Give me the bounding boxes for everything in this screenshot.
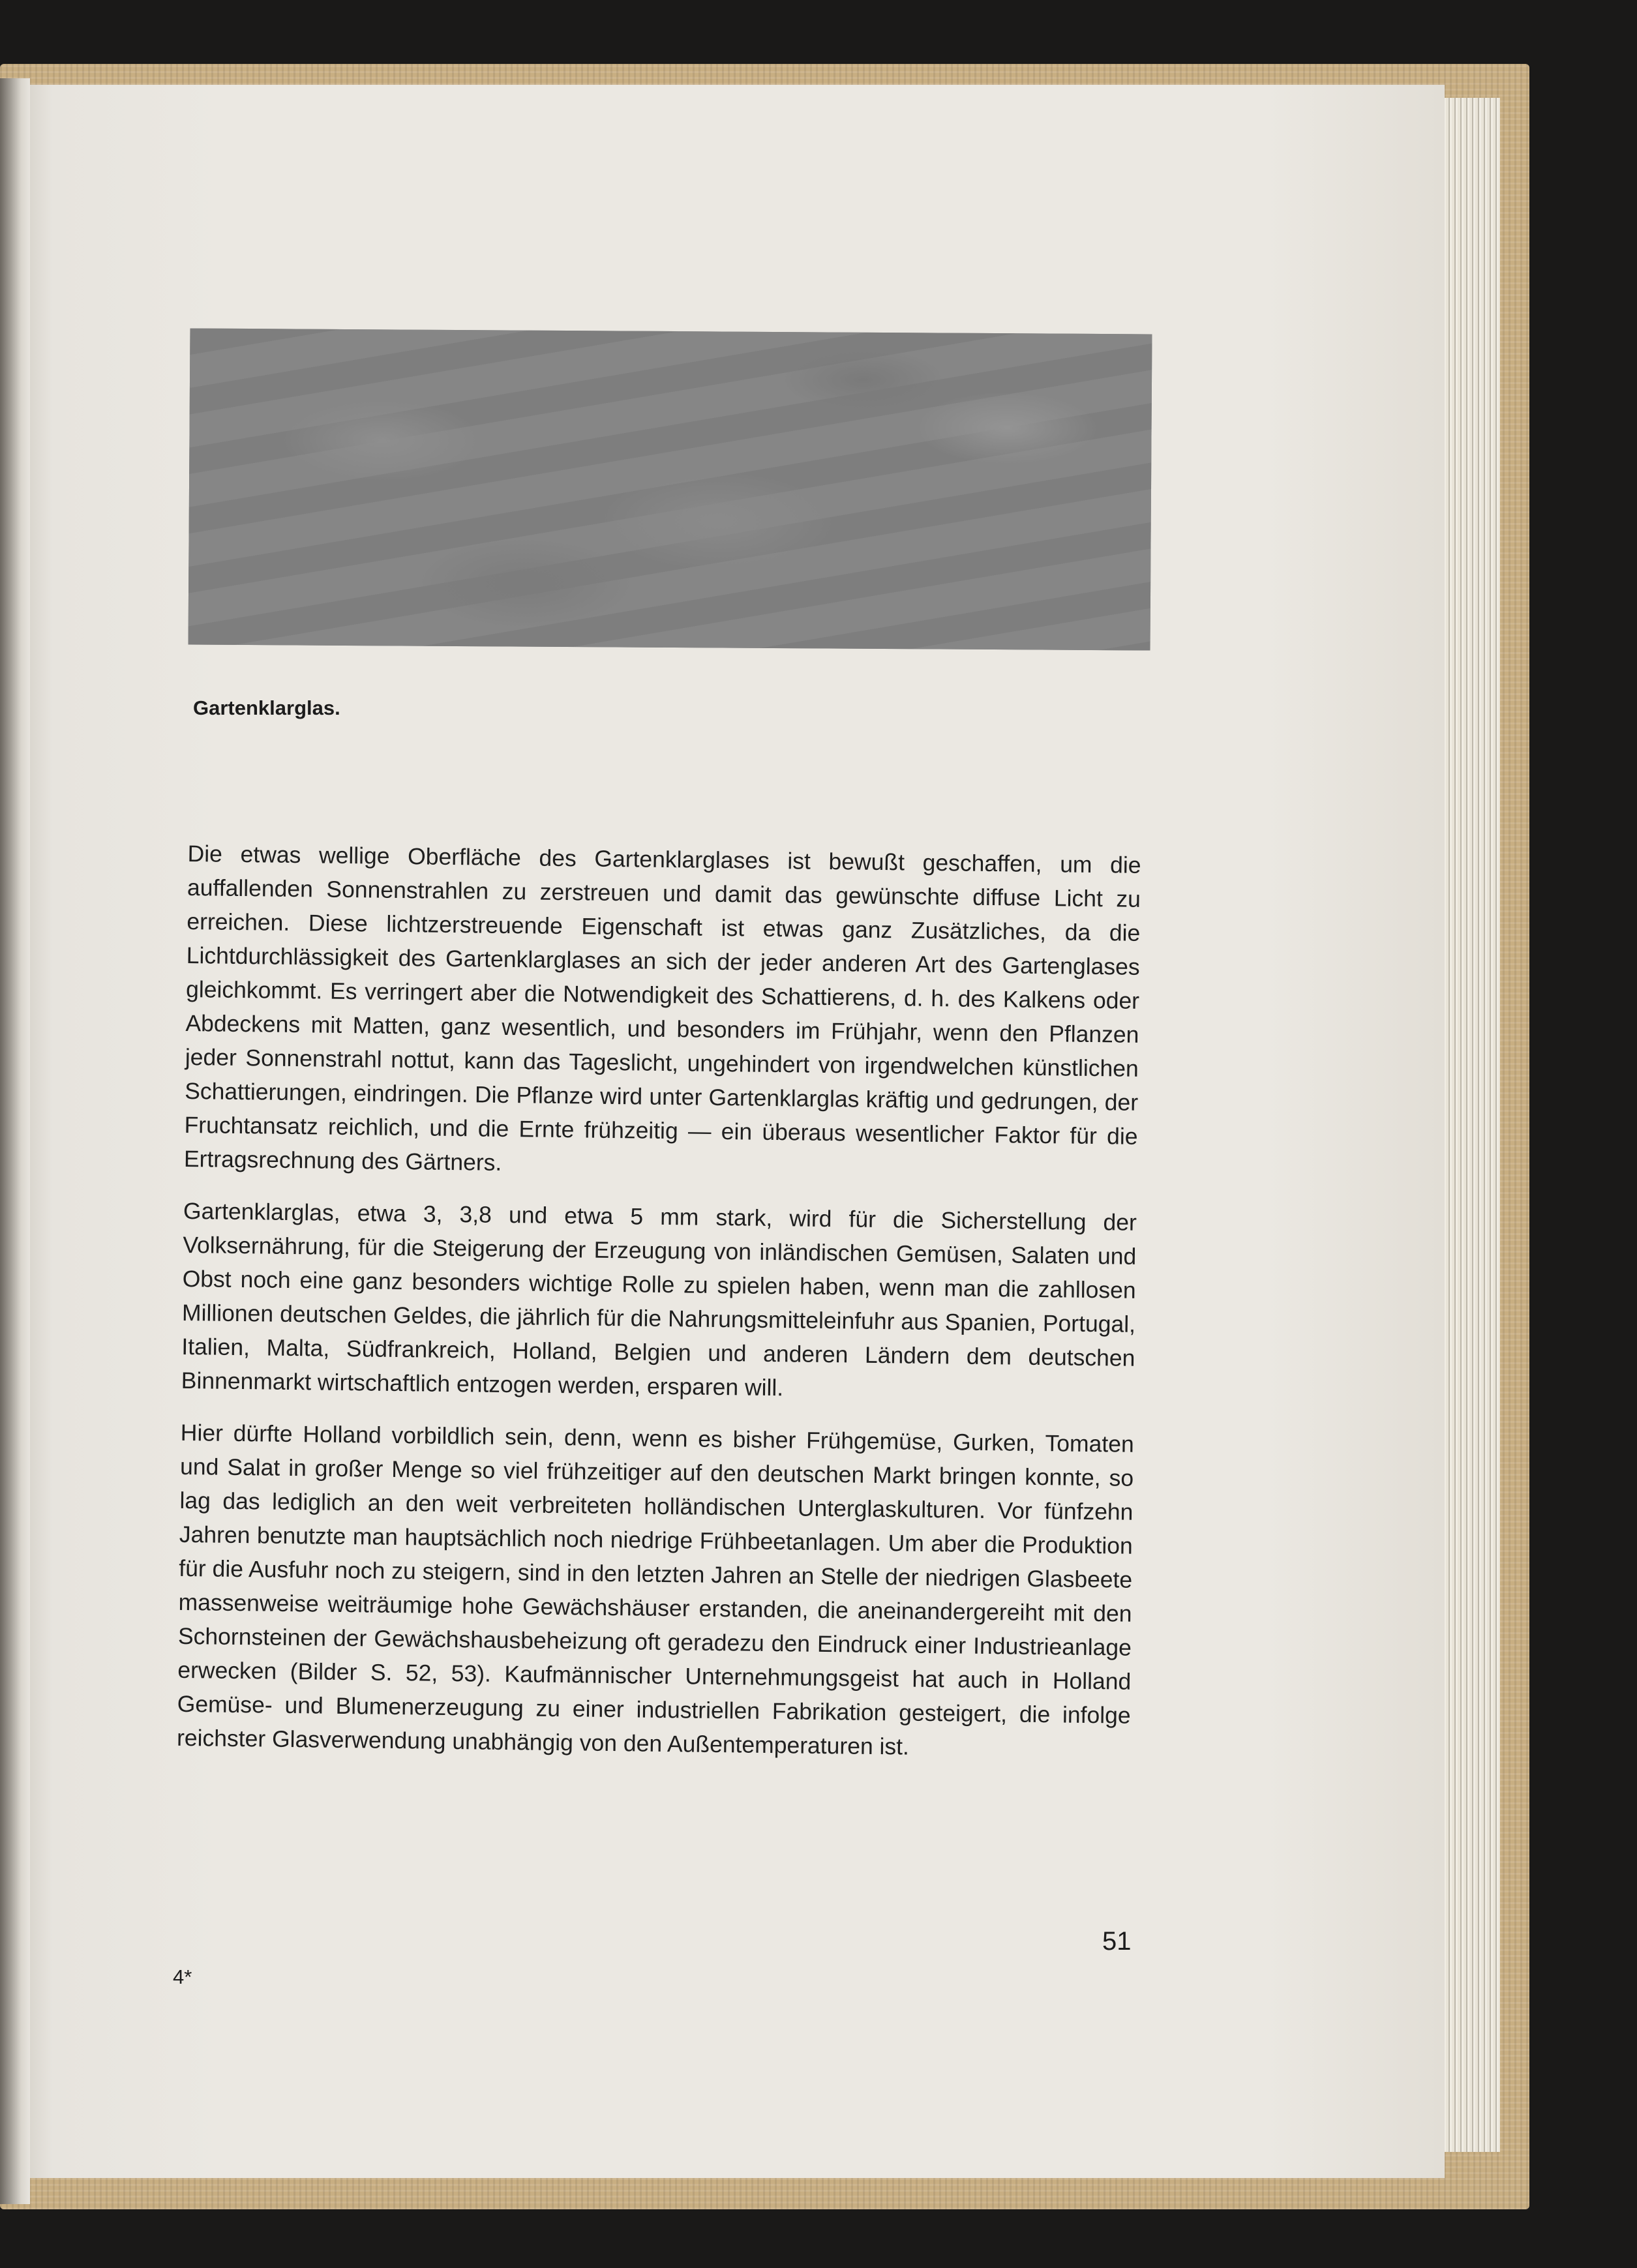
paragraph-3: Hier dürfte Holland vorbildlich sein, denn, wenn es bisher Frühgemüse, Gurken, Tomaten und Salat in großer Menge so viel frühzeitiger auf den deutschen Markt bringen konnte, so lag das lediglich an den weit verbreiteten holländischen Unterglaskulturen. Vor fünfzehn Jahren benutzte man hauptsächlich noch niedrige Frühbeetanlagen. Um aber die Produktion für die Ausfuhr noch zu steigern, sind in den letzten Jahren an Stelle der niedrigen Glasbeete massenweise weiträumige hohe Gewächshäuser erstanden, die aneinandergereiht mit den Schornsteinen der Gewächshausbeheizung oft geradezu den Eindruck einer Industrieanlage erwecken (Bilder S. 52, 53). Kaufmännischer Unternehmungsgeist hat auch in Holland Gemüse- und Blumenerzeugung zu einer industriellen Fabrikation gesteigert, die infolge reichster Glasverwendung unabhängig von den Außentemperaturen ist. xyxy=(176,1419,1134,1760)
paragraph-2: Gartenklarglas, etwa 3, 3,8 und etwa 5 mm stark, wird für die Sicherstellung der Volksernährung, für die Steigerung der Erzeugung von inländischen Gemüsen, Salaten und Obst noch eine ganz besonders wichtige Rolle zu spielen haben, wenn man die zahllosen Millionen deutschen Geldes, die jährlich für die Nahrungsmitteleinfuhr aus Spanien, Portugal, Italien, Malta, Südfrankreich, Holland, Belgien und anderen Ländern dem deutschen Binnenmarkt wirtschaftlich entzogen werden, ersparen will. xyxy=(181,1197,1137,1401)
spine-shadow xyxy=(0,78,30,2204)
glass-texture-photo xyxy=(188,328,1152,650)
body-text xyxy=(176,837,1141,1785)
page-number: 51 xyxy=(1102,1927,1132,1956)
signature-mark: 4* xyxy=(173,1965,192,1988)
figure-caption: Gartenklarglas. xyxy=(193,696,340,719)
paragraph-1: Die etwas wellige Oberfläche des Gartenklarglases ist bewußt geschaffen, um die auffallenden Sonnenstrahlen zu zerstreuen und damit das gewünschte diffuse Licht zu erreichen. Diese lichtzerstreuende Eigenschaft ist etwas ganz Zusätzliches, da die Lichtdurchlässigkeit des Gartenklarglases an sich der jeder anderen Art des Gartenglases gleichkommt. Es verringert aber die Notwendigkeit des Schattierens, d. h. des Kalkens oder Abdeckens mit Matten, ganz wesentlich, und besonders im Frühjahr, wenn den Pflanzen jeder Sonnenstrahl nottut, kann das Tageslicht, ungehindert von irgendwelchen künstlichen Schattierungen, eindringen. Die Pflanze wird unter Gartenklarglas kräftig und gedrungen, der Fruchtansatz reichlich, und die Ernte frühzeitig — ein überaus wesentlicher Faktor für die Ertragsrechnung des Gärtners. xyxy=(183,840,1141,1176)
